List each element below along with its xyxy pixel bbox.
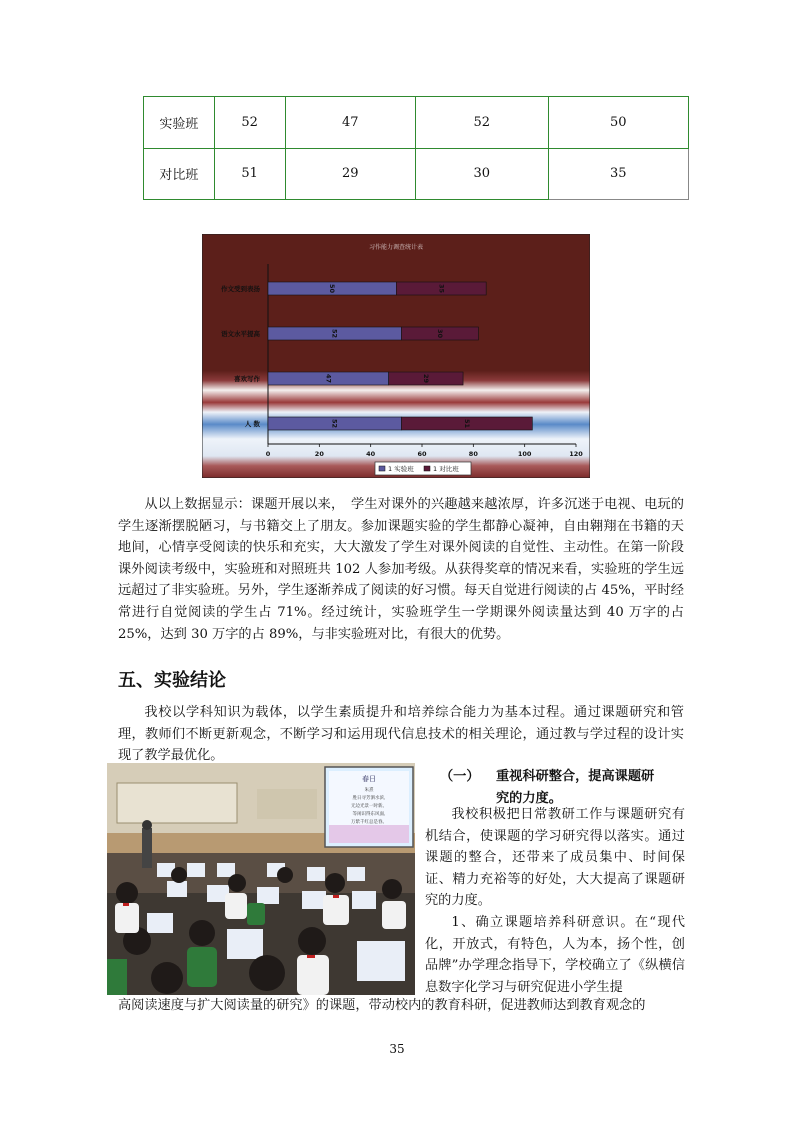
writing-ability-chart — [202, 234, 590, 478]
subheading-research-integration — [440, 766, 688, 809]
svg-text:万紫千红总是春。: 万紫千红总是春。 — [351, 820, 387, 825]
x-tick-label: 60 — [417, 450, 427, 458]
table-cell: 51 — [214, 148, 285, 200]
x-tick-label: 40 — [366, 450, 376, 458]
x-tick-label: 100 — [517, 450, 532, 458]
page-number: 35 — [389, 1042, 405, 1056]
bar-data-label: 35 — [437, 283, 446, 294]
x-tick-label: 80 — [468, 450, 478, 458]
table-cell: 50 — [548, 97, 688, 149]
chart-title: 习作能力调查统计表 — [368, 244, 424, 251]
legend-label-control: 1 对比班 — [433, 465, 459, 473]
y-category-label: 喜欢写作 — [234, 375, 260, 383]
bar-data-label: 50 — [328, 283, 337, 294]
table-cell: 52 — [214, 97, 285, 149]
screen-title: 春日 — [362, 775, 376, 783]
x-tick-label: 120 — [569, 450, 583, 458]
section-heading: 五、实验结论 — [118, 670, 226, 691]
table-cell: 52 — [416, 97, 549, 149]
bar-data-label: 52 — [330, 328, 339, 339]
bar-data-label: 29 — [421, 373, 430, 384]
svg-text:胜日寻芳泗水滨,: 胜日寻芳泗水滨, — [352, 796, 386, 801]
legend-swatch-experimental — [379, 466, 385, 471]
y-category-label: 语文水平提高 — [221, 330, 260, 338]
table-row — [144, 97, 689, 149]
research-integration-paragraph: 我校积极把日常教研工作与课题研究有机结合，使课题的学习研究得以落实。通过课题的整合，还带来了成员集中、时间保证、精力充裕等的好处，大大提高了课题研究的力度。 — [425, 807, 685, 909]
table-cell: 29 — [285, 148, 416, 200]
subheading-line2: 究的力度。 — [496, 790, 562, 806]
y-category-label: 人 数 — [244, 420, 260, 428]
bar-data-label: 30 — [435, 328, 444, 339]
svg-text:朱熹: 朱熹 — [364, 788, 374, 793]
table-cell: 实验班 — [144, 97, 215, 149]
data-analysis-paragraph: 从以上数据显示：课题开展以来， 学生对课外的兴趣越来越浓厚，许多沉迷于电视、电玩的学生逐渐摆脱陋习，与书籍交上了朋友。参加课题实验的学生都静心凝神，自由翱翔在书籍的天地间，心情享受阅读的快乐和充实，大大激发了学生对课外阅读的自觉性、主动性。在第一阶段课外阅读考级中，实验班和对照班共 102 人参加考级。从获得奖章的情况来看，实验班的学生远远超过了非实验班。另外，学生逐渐养成了阅读的好习惯。每天自觉进行阅读的占 45%，平时经常进行自觉阅读的学生占 71%。经过统计，实验班学生一学期课外阅读量达到 40 万字的占 25%，达到 30 万字的占 89%，与非实验班对比，有很大的优势。 — [118, 497, 684, 642]
subheading-number: （一） — [440, 769, 480, 784]
bar-data-label: 47 — [324, 373, 333, 384]
classroom-photo — [107, 763, 415, 995]
continuation-line: 高阅读速度与扩大阅读量的研究》的课题，带动校内的教育科研，促进教师达到教育观念的 — [118, 998, 646, 1013]
table-cell: 对比班 — [144, 148, 215, 200]
bar-data-label: 51 — [462, 418, 471, 429]
subheading-line1: 重视科研整合，提高课题研 — [496, 769, 655, 784]
research-awareness-paragraph: 1、确立课题培养科研意识。在“现代化，开放式，有特色，人为本，扬个性，创品牌”办学理念指导下，学校确立了《纵横信息数字化学习与研究促进小学生提 — [425, 915, 685, 995]
x-tick-label: 0 — [265, 450, 271, 458]
conclusion-intro-paragraph: 我校以学科知识为载体，以学生素质提升和培养综合能力为基本过程。通过课题研究和管理，教师们不断更新观念，不断学习和运用现代信息技术的相关理论，通过教与学过程的设计实现了教学最优化。 — [118, 705, 684, 764]
legend-swatch-control — [424, 466, 430, 471]
bar-data-label: 52 — [330, 418, 339, 429]
table-cell: 47 — [285, 97, 416, 149]
y-category-label: 作文受到表扬 — [221, 285, 260, 293]
table-cell: 30 — [416, 148, 549, 200]
svg-text:等闲识得东风面,: 等闲识得东风面, — [352, 812, 386, 817]
chart-background — [202, 234, 590, 478]
table-cell: 35 — [548, 148, 688, 200]
x-tick-label: 20 — [314, 450, 324, 458]
table-row — [144, 148, 689, 200]
svg-text:无边光景一时新。: 无边光景一时新。 — [351, 804, 387, 809]
chart-legend — [375, 462, 471, 475]
legend-label-experimental: 1 实验班 — [388, 465, 414, 473]
score-table — [143, 96, 689, 200]
